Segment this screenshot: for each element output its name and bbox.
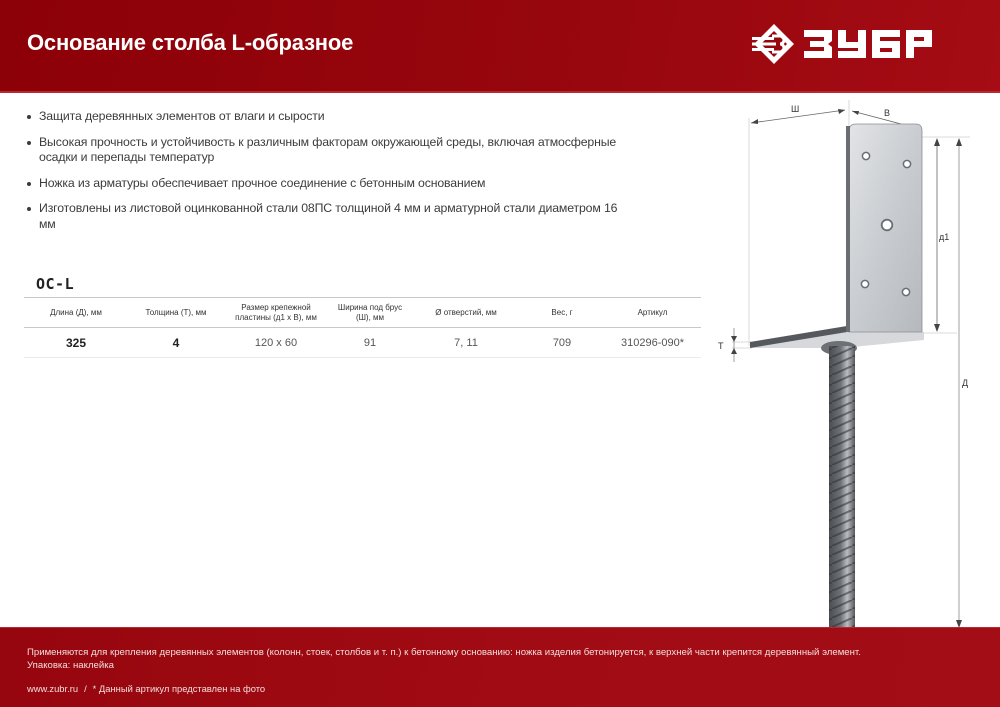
website-link[interactable]: www.zubr.ru xyxy=(27,683,79,694)
label-sh: Ш xyxy=(791,104,800,114)
col-header-beam-width: Ширина под брус (Ш), мм xyxy=(328,298,412,328)
feature-item: Ножка из арматуры обеспечивает прочное соединение с бетонным основанием xyxy=(27,176,627,192)
col-header-hole-diameter: Ø отверстий, мм xyxy=(412,298,520,328)
header-banner xyxy=(0,0,1000,92)
feature-item: Изготовлены из листовой оцинкованной стали 08ПС толщиной 4 мм и арматурной стали диаметром 16 мм xyxy=(27,201,627,232)
cell-length: 325 xyxy=(24,328,128,358)
photo-note: * Данный артикул представлен на фото xyxy=(92,683,266,694)
col-header-weight: Вес, г xyxy=(520,298,604,328)
label-t: Т xyxy=(718,341,724,351)
feature-list xyxy=(27,109,627,242)
usage-text: Применяются для крепления деревянных элементов (колонн, стоек, столбов и т. п.) к бетонному основанию: ножка изделия бетонируется, к верхней части крепится деревянный элемент. xyxy=(27,647,861,658)
zubr-logo-icon xyxy=(752,22,977,66)
col-header-thickness: Толщина (Т), мм xyxy=(128,298,224,328)
model-code: ОС-L xyxy=(36,275,75,293)
col-header-plate-size: Размер крепежной пластины (д1 х В), мм xyxy=(224,298,328,328)
page-title: Основание столба L-образное xyxy=(27,30,354,55)
cell-plate-size: 120 х 60 xyxy=(224,328,328,358)
brand-logo xyxy=(752,22,977,66)
col-header-article: Артикул xyxy=(604,298,701,328)
post-base-drawing-icon xyxy=(712,96,982,631)
label-d1: д1 xyxy=(939,232,950,242)
feature-item: Высокая прочность и устойчивость к различным факторам окружающей среды, включая атмосферные осадки и перепады температур xyxy=(27,135,627,166)
header-divider xyxy=(0,91,1000,93)
cell-weight: 709 xyxy=(520,328,604,358)
cell-beam-width: 91 xyxy=(328,328,412,358)
cell-article: 310296-090* xyxy=(604,328,701,358)
footer-separator: / xyxy=(84,683,87,694)
footer-links xyxy=(27,683,265,694)
table-row xyxy=(24,328,701,358)
table-header-row xyxy=(24,298,701,328)
label-d: Д xyxy=(962,378,969,388)
spec-table xyxy=(24,297,701,358)
product-diagram xyxy=(712,96,982,631)
packaging-text: Упаковка: наклейка xyxy=(27,659,114,671)
cell-thickness: 4 xyxy=(128,328,224,358)
cell-hole-diameter: 7, 11 xyxy=(412,328,520,358)
col-header-length: Длина (Д), мм xyxy=(24,298,128,328)
label-b: В xyxy=(884,108,891,118)
footer-description xyxy=(27,647,861,672)
feature-item: Защита деревянных элементов от влаги и сырости xyxy=(27,109,627,125)
